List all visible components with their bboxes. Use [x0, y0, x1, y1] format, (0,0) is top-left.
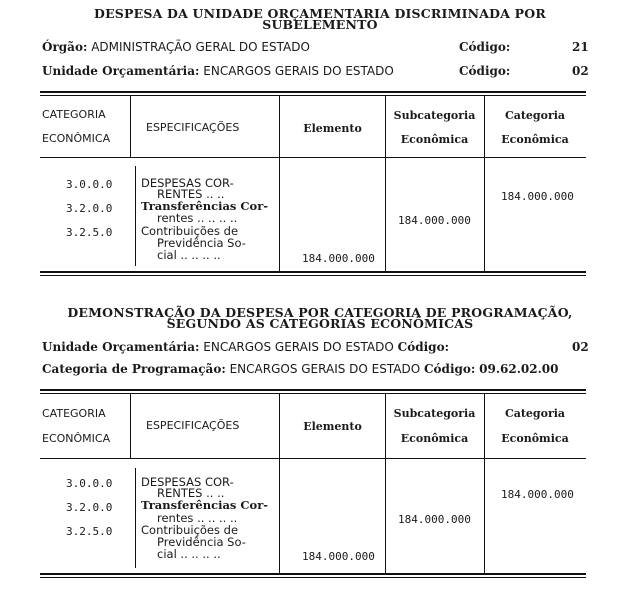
table1-subcategoria-value: 184.000.000	[398, 214, 471, 227]
table2-top-rule	[40, 389, 586, 391]
section2-unidade-line	[42, 340, 449, 354]
section1-title-line2: SUBELEMENTO	[262, 17, 378, 32]
table1-divider	[135, 166, 136, 266]
categoria-programacao-label: Categoria de Programação:	[42, 362, 226, 376]
categoria-codigo-label: Código:	[424, 362, 476, 376]
table1-spec-line: Contribuições de	[141, 224, 239, 238]
categoria-programacao-line	[42, 362, 559, 376]
table2-header-rule	[40, 458, 586, 459]
section1-title-line1: DESPESA DA UNIDADE ORÇAMENTARIA DISCRIMINADA POR	[94, 6, 546, 21]
categoria-codigo-value: 09.62.02.00	[479, 362, 559, 376]
table2-code: 3.2.0.0	[66, 501, 113, 514]
table1-col4-header-line1: Subcategoria	[393, 109, 476, 122]
table2-spec-line: Previdência So-	[157, 535, 246, 549]
table2-bottom-rule	[40, 573, 586, 575]
table1-divider	[484, 96, 485, 271]
table2-bottom-rule-thin	[40, 577, 586, 578]
table1-top-rule-thin	[40, 95, 586, 96]
table1-col2-header: ESPECIFICAÇÕES	[146, 121, 240, 134]
table2-divider	[135, 468, 136, 568]
table1-divider	[385, 96, 386, 271]
table1-spec-line: cial .. .. .. ..	[157, 248, 221, 262]
table1-spec-line: rentes .. .. .. ..	[157, 211, 238, 225]
section2-title-line2: SEGUNDO AS CATEGORIAS ECONÔMICAS	[166, 316, 474, 331]
table1-code: 3.0.0.0	[66, 178, 113, 191]
table2-col1-header-line2: ECONÔMICA	[42, 432, 111, 445]
orgao-line	[42, 40, 310, 54]
table1-spec-line: DESPESAS COR-	[141, 176, 234, 190]
table2-code: 3.2.5.0	[66, 525, 113, 538]
table1-bottom-rule	[40, 271, 586, 273]
table1-spec-line: RENTES .. ..	[157, 187, 225, 201]
table2-subcategoria-value: 184.000.000	[398, 513, 471, 526]
table1-spec-line: Transferências Cor-	[141, 199, 269, 213]
table2-divider	[484, 394, 485, 573]
table1-col3-header: Elemento	[303, 122, 362, 135]
table1-code: 3.2.5.0	[66, 226, 113, 239]
orgao-value: ADMINISTRAÇÃO GERAL DO ESTADO	[91, 40, 310, 54]
table1-elemento-value: 184.000.000	[302, 252, 375, 265]
categoria-programacao-value: ENCARGOS GERAIS DO ESTADO	[229, 362, 421, 376]
table1-top-rule	[40, 91, 586, 93]
table2-spec-line: Contribuições de	[141, 523, 239, 537]
unidade-label: Unidade Orçamentária:	[42, 64, 200, 78]
table2-elemento-value: 184.000.000	[302, 550, 375, 563]
table2-col5-header-line1: Categoria	[504, 407, 566, 420]
table2-spec-line: DESPESAS COR-	[141, 475, 234, 489]
table1-col1-header-line2: ECONÔMICA	[42, 132, 111, 145]
unidade-line	[42, 64, 394, 78]
table2-code: 3.0.0.0	[66, 477, 113, 490]
table2-spec-line: Transferências Cor-	[141, 498, 269, 512]
section2-title-line1: DEMONSTRAÇÃO DA DESPESA POR CATEGORIA DE PROGRAMAÇÃO,	[67, 305, 573, 320]
table2-col4-header-line2: Econômica	[400, 432, 469, 445]
table2-top-rule-thin	[40, 393, 586, 394]
section2-unidade-label: Unidade Orçamentária:	[42, 340, 200, 354]
table1-header-rule	[40, 157, 586, 158]
table2-divider	[130, 394, 131, 459]
table1-col5-header-line2: Econômica	[501, 133, 569, 146]
table2-col4-header-line1: Subcategoria	[393, 407, 476, 420]
section2-unidade-value: ENCARGOS GERAIS DO ESTADO	[203, 340, 394, 354]
table1-divider	[130, 96, 131, 158]
section2-unidade-codigo-value: 02	[572, 340, 589, 354]
table1-col1-header-line1: CATEGORIA	[42, 108, 106, 121]
orgao-label: Órgão:	[42, 40, 88, 54]
table2-col5-header-line2: Econômica	[501, 432, 569, 445]
table2-spec-line: rentes .. .. .. ..	[157, 511, 238, 525]
table2-divider	[385, 394, 386, 573]
table2-col2-header: ESPECIFICAÇÕES	[146, 419, 240, 432]
table2-spec-line: cial .. .. .. ..	[157, 547, 221, 561]
unidade-codigo-label: Código:	[459, 64, 511, 78]
table1-col5-header-line1: Categoria	[504, 109, 566, 122]
table2-col3-header: Elemento	[303, 420, 362, 433]
table1-categoria-value: 184.000.000	[501, 190, 574, 203]
table1-col4-header-line2: Econômica	[400, 133, 469, 146]
table1-bottom-rule-thin	[40, 275, 586, 276]
orgao-codigo-value: 21	[572, 40, 589, 54]
orgao-codigo-label: Código:	[459, 40, 511, 54]
table2-col1-header-line1: CATEGORIA	[42, 407, 106, 420]
table1-spec-line: Previdência So-	[157, 236, 246, 250]
table1-code: 3.2.0.0	[66, 202, 113, 215]
table2-categoria-value: 184.000.000	[501, 488, 574, 501]
table2-spec-line: RENTES .. ..	[157, 486, 225, 500]
section2-unidade-codigo-label: Código:	[397, 340, 449, 354]
unidade-value: ENCARGOS GERAIS DO ESTADO	[203, 64, 394, 78]
unidade-codigo-value: 02	[572, 64, 589, 78]
